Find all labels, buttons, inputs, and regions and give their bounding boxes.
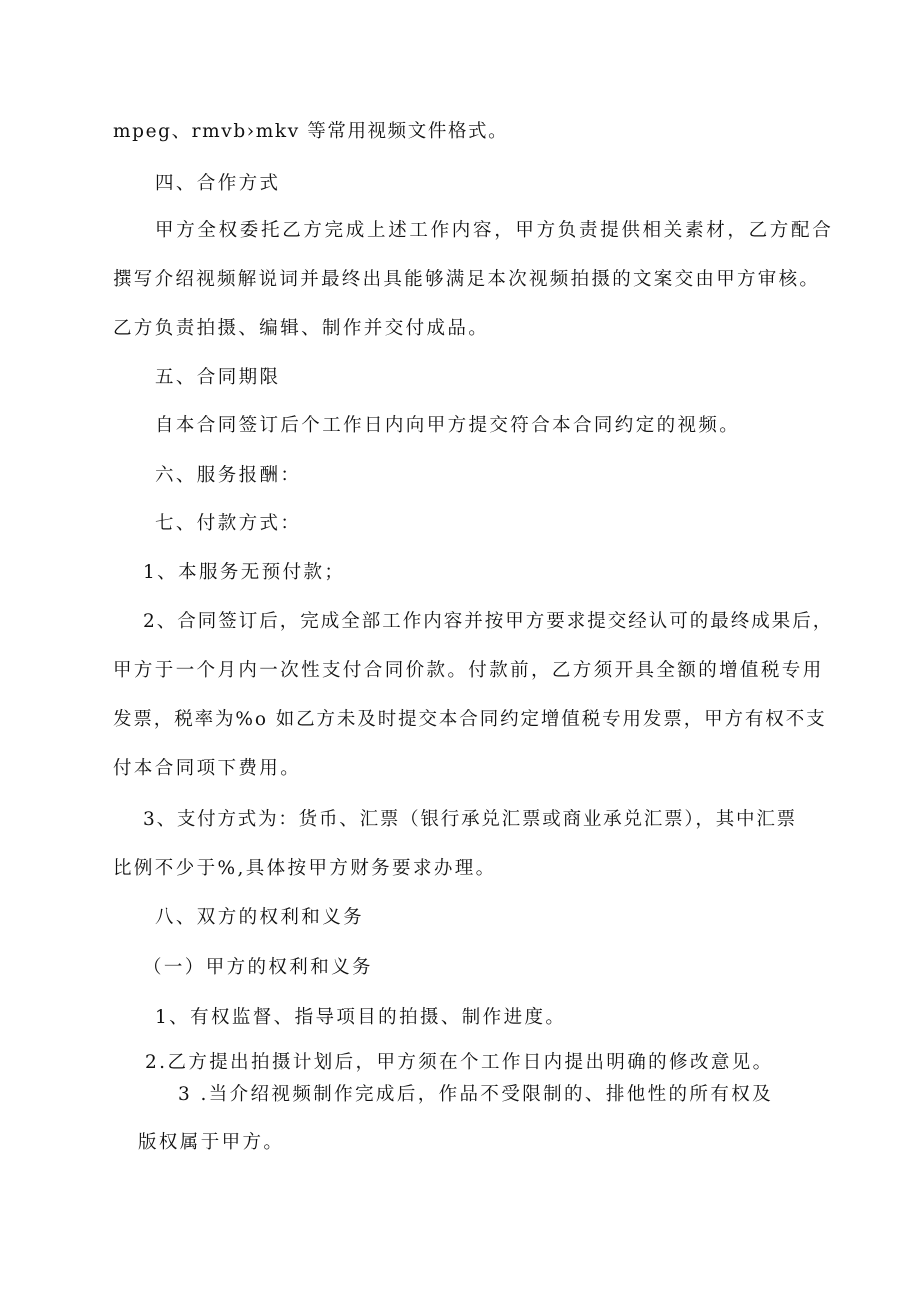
text-line-cooperation-1: 甲方全权委托乙方完成上述工作内容，甲方负责提供相关素材，乙方配合 (155, 220, 834, 241)
subheading-party-a-rights: （一）甲方的权利和义务 (143, 957, 373, 978)
text-line-payment-3a: 3、支付方式为：货币、汇票（银行承兑汇票或商业承兑汇票），其中汇票 (143, 809, 797, 830)
heading-rights-obligations: 八、双方的权利和义务 (155, 907, 365, 928)
text-line-cooperation-3: 乙方负责拍摄、编辑、制作并交付成品。 (113, 318, 490, 339)
text-line-payment-2b: 甲方于一个月内一次性支付合同价款。付款前，乙方须开具全额的增值税专用 (113, 660, 824, 681)
heading-payment-method: 七、付款方式： (155, 513, 302, 534)
text-line-payment-2c: 发票，税率为%o 如乙方未及时提交本合同约定增值税专用发票，甲方有权不支 (113, 709, 827, 730)
text-line-party-a-2: 2.乙方提出拍摄计划后，甲方须在个工作日内提出明确的修改意见。 (145, 1052, 774, 1073)
text-line-video-formats: mpeg、rmvb›mkv 等常用视频文件格式。 (113, 121, 509, 142)
text-line-party-a-3b: 版权属于甲方。 (138, 1132, 285, 1153)
text-line-payment-2d: 付本合同项下费用。 (113, 758, 302, 779)
text-line-payment-2a: 2、合同签订后，完成全部工作内容并按甲方要求提交经认可的最终成果后， (143, 611, 834, 632)
text-line-cooperation-2: 撰写介绍视频解说词并最终出具能够满足本次视频拍摄的文案交由甲方审核。 (113, 269, 821, 290)
heading-cooperation-method: 四、合作方式 (155, 173, 281, 194)
text-line-contract-term: 自本合同签订后个工作日内向甲方提交符合本合同约定的视频。 (155, 415, 741, 436)
heading-contract-term: 五、合同期限 (155, 367, 281, 388)
heading-service-fee: 六、服务报酬： (155, 465, 302, 486)
text-line-payment-3b: 比例不少于%,具体按甲方财务要求办理。 (113, 858, 497, 879)
text-line-party-a-1: 1、有权监督、指导项目的拍摄、制作进度。 (155, 1007, 567, 1028)
text-line-party-a-3a: 3 .当介绍视频制作完成后，作品不受限制的、排他性的所有权及 (178, 1084, 774, 1105)
text-line-payment-1: 1、本服务无预付款； (143, 562, 346, 583)
